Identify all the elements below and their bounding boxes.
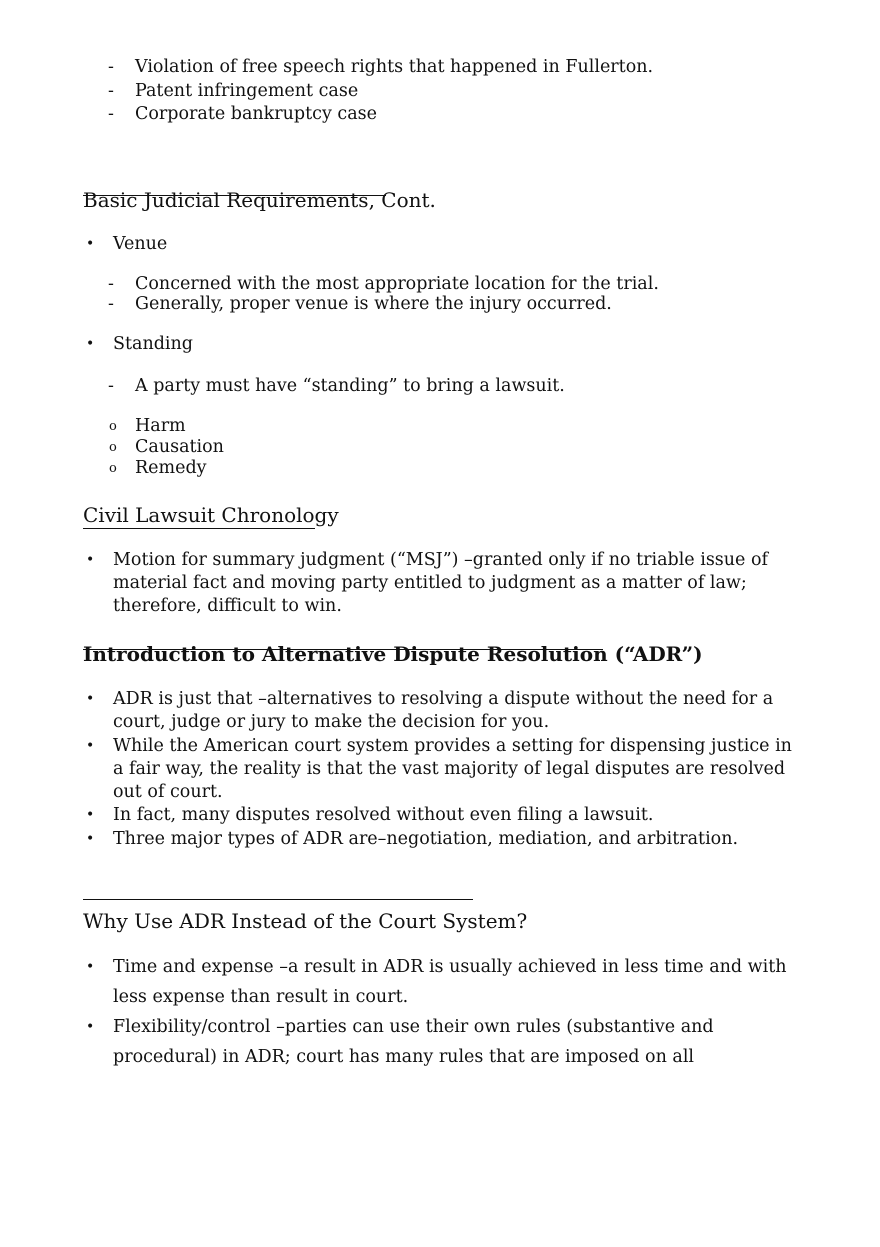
bullet-line: While the American court system provides a setting for dispensing justice in <box>113 736 792 756</box>
dash-marker: - <box>108 104 114 124</box>
dash-marker: - <box>108 274 114 294</box>
heading-rule <box>83 899 473 900</box>
bullet-venue: Venue <box>113 234 168 254</box>
section-heading-civil-lawsuit: Civil Lawsuit Chronology <box>83 503 339 527</box>
bullet-line: Time and expense –a result in ADR is usually achieved in less time and with <box>113 957 787 977</box>
bullet-marker: • <box>86 831 95 847</box>
sub-list-item: Causation <box>135 437 224 457</box>
heading-rule <box>83 528 315 529</box>
section-heading-basic-judicial: Basic Judicial Requirements, Cont. <box>83 188 436 212</box>
list-item: Violation of free speech rights that happened in Fullerton. <box>135 57 654 77</box>
dash-marker: - <box>108 376 114 396</box>
bullet-marker: • <box>86 236 95 252</box>
bullet-marker: • <box>86 959 95 975</box>
bullet-standing: Standing <box>113 334 193 354</box>
bullet-marker: • <box>86 691 95 707</box>
sub-list-item: Harm <box>135 416 186 436</box>
bullet-marker: • <box>86 1019 95 1035</box>
bullet-marker: • <box>86 336 95 352</box>
bullet-line: procedural) in ADR; court has many rules that are imposed on all <box>113 1047 695 1067</box>
bullet-line: material fact and moving party entitled to judgment as a matter of law; <box>113 573 747 593</box>
list-item: Generally, proper venue is where the injury occurred. <box>135 294 612 314</box>
section-heading-adr-intro: Introduction to Alternative Dispute Resolution (“ADR”) <box>83 642 703 666</box>
section-heading-why-adr: Why Use ADR Instead of the Court System? <box>83 909 528 933</box>
list-item: A party must have “standing” to bring a lawsuit. <box>135 376 565 396</box>
dash-marker: - <box>108 294 114 314</box>
bullet-line: less expense than result in court. <box>113 987 409 1007</box>
bullet-line: ADR is just that –alternatives to resolving a dispute without the need for a <box>113 689 774 709</box>
bullet-line: court, judge or jury to make the decision for you. <box>113 712 550 732</box>
bullet-line: out of court. <box>113 782 223 802</box>
bullet-marker: • <box>86 738 95 754</box>
bullet-marker: • <box>86 552 95 568</box>
list-item: Patent infringement case <box>135 81 359 101</box>
sub-list-item: Remedy <box>135 458 207 478</box>
circle-marker: o <box>109 461 117 476</box>
dash-marker: - <box>108 57 114 77</box>
bullet-line: therefore, difficult to win. <box>113 596 342 616</box>
circle-marker: o <box>109 419 117 434</box>
list-item: Concerned with the most appropriate location for the trial. <box>135 274 659 294</box>
bullet-line: Motion for summary judgment (“MSJ”) –granted only if no triable issue of <box>113 550 768 570</box>
circle-marker: o <box>109 440 117 455</box>
bullet-line: a fair way, the reality is that the vast majority of legal disputes are resolved <box>113 759 786 779</box>
dash-marker: - <box>108 81 114 101</box>
list-item: Corporate bankruptcy case <box>135 104 377 124</box>
bullet-marker: • <box>86 807 95 823</box>
bullet-line: Three major types of ADR are–negotiation, mediation, and arbitration. <box>113 829 739 849</box>
bullet-line: Flexibility/control –parties can use their own rules (substantive and <box>113 1017 714 1037</box>
bullet-line: In fact, many disputes resolved without even filing a lawsuit. <box>113 805 654 825</box>
